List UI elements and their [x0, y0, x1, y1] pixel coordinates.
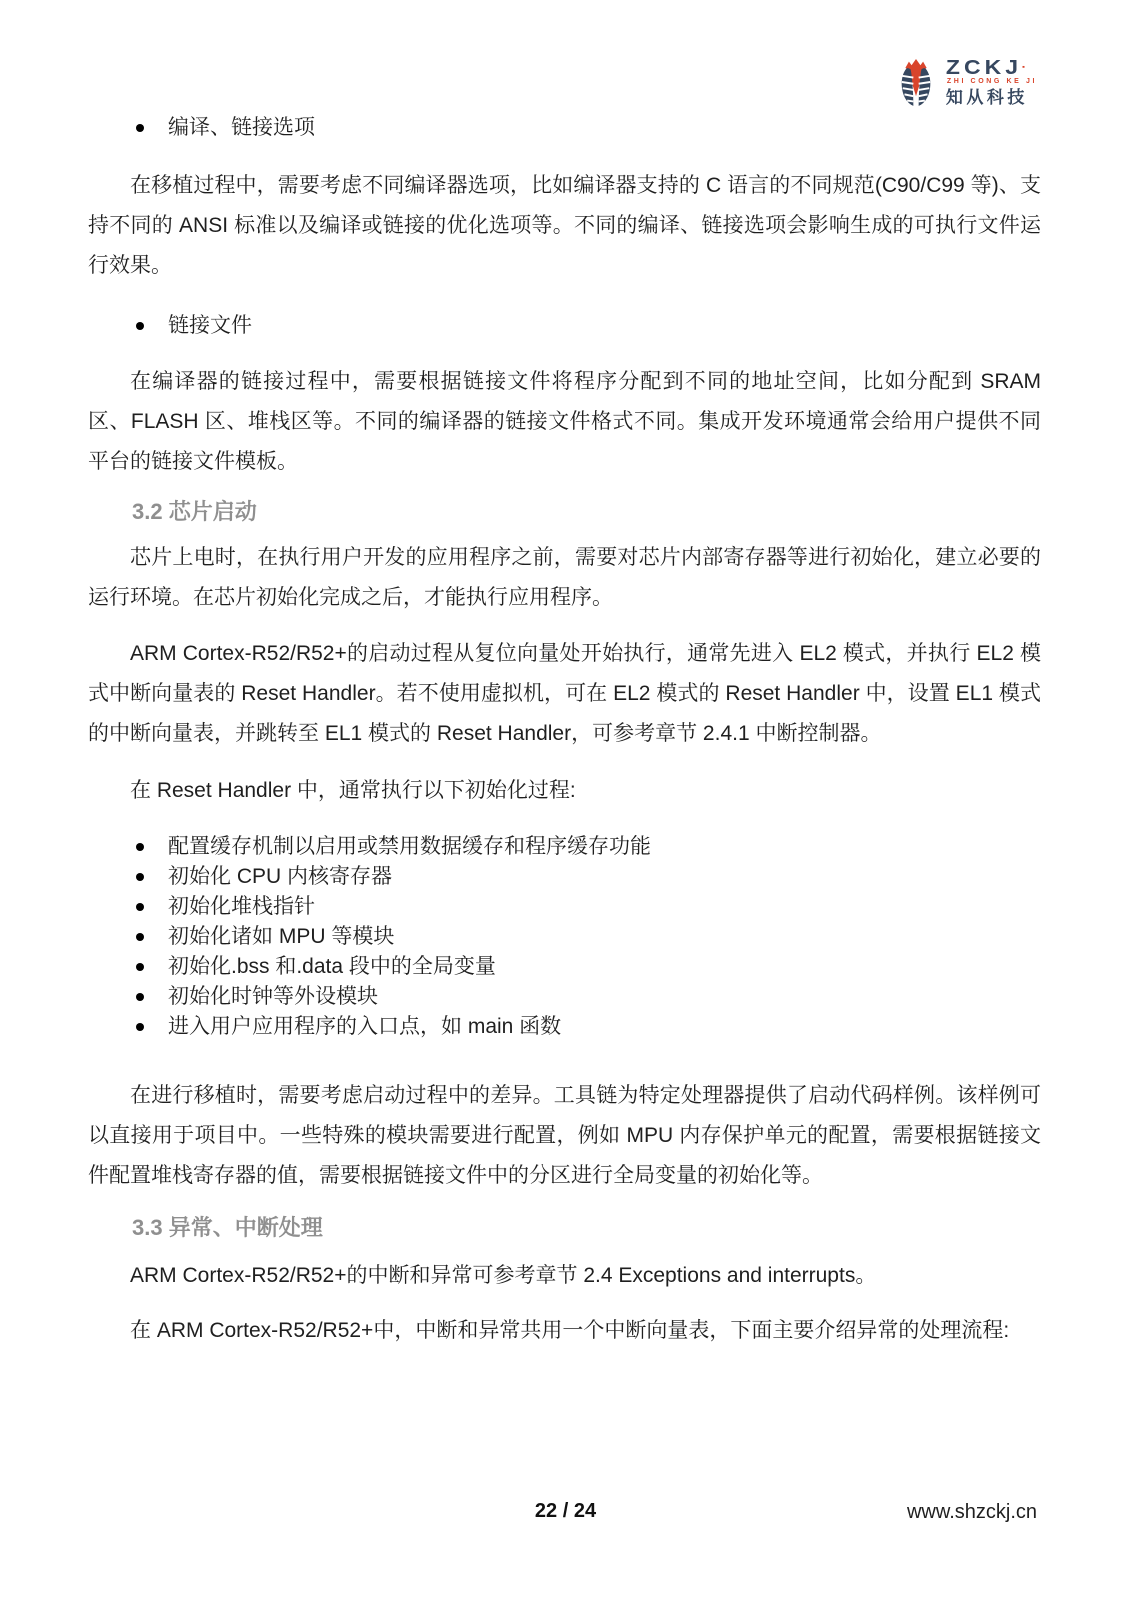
bullet-icon	[136, 903, 144, 911]
list-item-text: 初始化时钟等外设模块	[168, 985, 378, 1008]
bullet-icon	[136, 322, 144, 330]
bullet-label: 编译、链接选项	[168, 116, 315, 139]
paragraph-boot-process: ARM Cortex-R52/R52+的启动过程从复位向量处开始执行，通常先进入 EL2 模式，并执行 EL2 模式中断向量表的 Reset Handler。若不使用虚拟机，可在 EL2 模式的 Reset Handler 中，设置 EL1 模式的中断向量表，并跳转至 EL1 模式的 Reset Handler，可参考章节 2.4.1 中断控制器。	[88, 642, 1041, 745]
paragraph-porting-differences: 在进行移植时，需要考虑启动过程中的差异。工具链为特定处理器提供了启动代码样例。该样例可以直接用于项目中。一些特殊的模块需要进行配置，例如 MPU 内存保护单元的配置，需要根据链接文件配置堆栈寄存器的值，需要根据链接文件中的分区进行全局变量的初始化等。	[88, 1084, 1041, 1187]
company-logo	[893, 56, 1037, 108]
list-item-text: 初始化堆栈指针	[168, 895, 315, 918]
page-number: 22 / 24	[534, 1500, 597, 1522]
list-item-text: 初始化诸如 MPU 等模块	[168, 925, 395, 948]
paragraph-vector-table: 在 ARM Cortex-R52/R52+中，中断和异常共用一个中断向量表，下面主要介绍异常的处理流程:	[130, 1319, 1010, 1342]
logo-red-dot-icon: ▪	[1021, 62, 1025, 71]
paragraph-compile-options: 在移植过程中，需要考虑不同编译器选项，比如编译器支持的 C 语言的不同规范(C90/C99 等)、支持不同的 ANSI 标准以及编译或链接的优化选项等。不同的编译、链接选项会影响生成的可执行文件运行效果。	[88, 174, 1041, 277]
bullet-link-file	[88, 306, 1041, 346]
list-item	[88, 922, 1041, 952]
paragraph-interrupt-reference: ARM Cortex-R52/R52+的中断和异常可参考章节 2.4 Exceptions and interrupts。	[130, 1264, 877, 1287]
logo-pinyin: ZHI CONG KE JI	[946, 77, 1037, 85]
logo-brand-letters: ZCKJ	[945, 54, 1022, 79]
document-content	[88, 108, 1041, 1351]
paragraph-link-file: 在编译器的链接过程中，需要根据链接文件将程序分配到不同的地址空间，比如分配到 SRAM 区、FLASH 区、堆栈区等。不同的编译器的链接文件格式不同。集成开发环境通常会给用户提供不同平台的链接文件模板。	[88, 370, 1041, 473]
list-item-text: 初始化 CPU 内核寄存器	[168, 865, 393, 888]
list-item	[88, 892, 1041, 922]
logo-emblem-icon	[893, 56, 939, 108]
logo-text	[945, 54, 1037, 107]
list-item	[88, 832, 1041, 862]
list-item	[88, 862, 1041, 892]
list-item-text: 初始化.bss 和.data 段中的全局变量	[168, 955, 496, 978]
bullet-icon	[136, 124, 144, 132]
list-item	[88, 1012, 1041, 1042]
section-heading-3-2: 3.2 芯片启动	[132, 499, 257, 524]
bullet-icon	[136, 843, 144, 851]
list-item-text: 配置缓存机制以启用或禁用数据缓存和程序缓存功能	[168, 835, 651, 858]
list-item-text: 进入用户应用程序的入口点，如 main 函数	[168, 1015, 562, 1038]
bullet-icon	[136, 993, 144, 1001]
footer-website: www.shzckj.cn	[906, 1501, 1037, 1523]
paragraph-chip-power-on: 芯片上电时，在执行用户开发的应用程序之前，需要对芯片内部寄存器等进行初始化，建立必要的运行环境。在芯片初始化完成之后，才能执行应用程序。	[88, 546, 1041, 609]
list-item	[88, 982, 1041, 1012]
bullet-icon	[136, 963, 144, 971]
bullet-compile-link-options	[88, 108, 1041, 148]
paragraph-reset-handler-intro: 在 Reset Handler 中，通常执行以下初始化过程:	[130, 779, 576, 802]
bullet-icon	[136, 1023, 144, 1031]
list-item	[88, 952, 1041, 982]
logo-chinese-name: 知从科技	[945, 87, 1028, 107]
logo-brand-name	[945, 54, 1025, 79]
section-heading-3-3: 3.3 异常、中断处理	[132, 1215, 323, 1240]
bullet-label: 链接文件	[168, 314, 252, 337]
bullet-icon	[136, 873, 144, 881]
bullet-icon	[136, 933, 144, 941]
init-steps-list	[88, 832, 1041, 1042]
